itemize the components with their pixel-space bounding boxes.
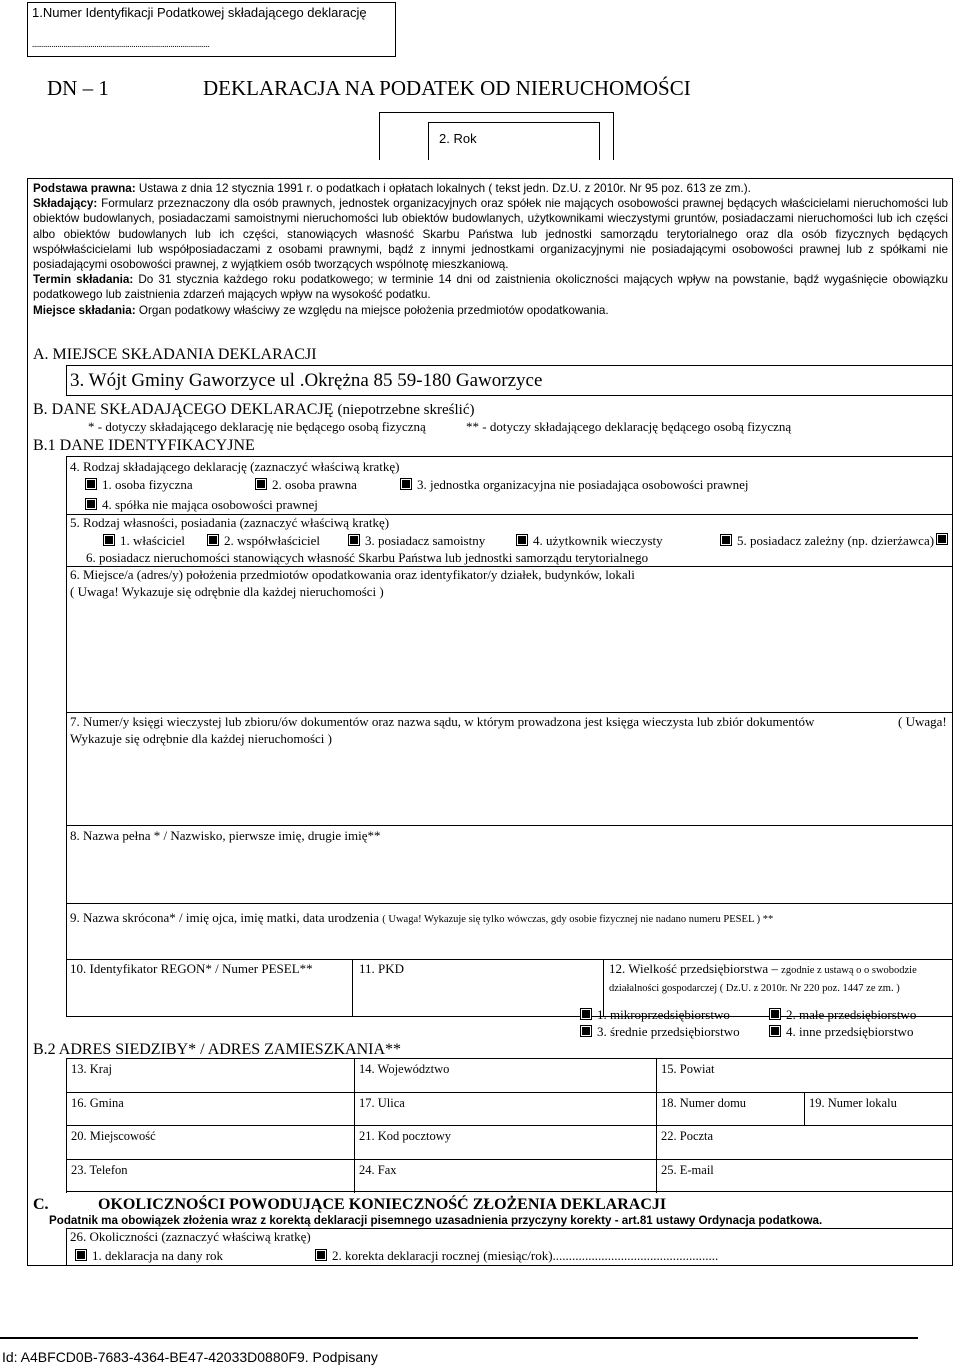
section-c-title-letter: C.	[33, 1196, 49, 1213]
field-6-label: 6. Miejsce/a (adres/y) położenia przedmiotów opodatkowania oraz identyfikator/y działek, budynków, lokali	[70, 567, 635, 582]
field-15-label: 15. Powiat	[661, 1062, 715, 1076]
field-4-option-3-label: 3. jednostka organizacyjna nie posiadająca osobowości prawnej	[417, 477, 749, 492]
section-b-title-text: B. DANE SKŁADAJĄCEGO DEKLARACJĘ	[33, 401, 334, 418]
field-9	[70, 910, 773, 926]
nip-dots: ...........................................................................................	[32, 39, 210, 49]
section-c-title: OKOLICZNOŚCI POWODUJĄCE KONIECZNOŚĆ ZŁOŻENIA DEKLARACJI	[98, 1196, 667, 1213]
field-17-label: 17. Ulica	[359, 1096, 405, 1110]
field-19-label: 19. Numer lokalu	[809, 1096, 897, 1110]
nip-box[interactable]	[27, 2, 396, 57]
field-24-cell[interactable]	[354, 1159, 656, 1193]
checkbox-icon[interactable]	[348, 534, 360, 546]
field-26-option-2[interactable]	[315, 1248, 718, 1264]
field-12-option-1[interactable]	[580, 1007, 730, 1023]
section-b-note2: ** - dotyczy składającego deklarację będącego osobą fizyczną	[466, 419, 792, 434]
field-26-label: 26. Okoliczności (zaznaczyć właściwą kratkę)	[70, 1229, 311, 1244]
field-16-label: 16. Gmina	[71, 1096, 124, 1110]
field-5-option-6-checkbox[interactable]	[936, 533, 953, 548]
field-14-label: 14. Województwo	[359, 1062, 450, 1076]
footer-rule	[0, 1337, 918, 1339]
field-24-label: 24. Fax	[359, 1163, 397, 1177]
field-12-option-3-label: 3. średnie przedsiębiorstwo	[597, 1024, 740, 1039]
field-18-cell[interactable]	[656, 1092, 804, 1125]
checkbox-icon[interactable]	[580, 1025, 592, 1037]
field-26-option-1-label: 1. deklaracja na dany rok	[92, 1248, 224, 1263]
form-code: DN – 1	[47, 76, 109, 100]
field-7-input[interactable]	[67, 750, 952, 824]
legal-place-text: Organ podatkowy właściwy ze względu na miejsce położenia przedmiotów opodatkowania.	[138, 303, 609, 317]
legal-filer	[33, 196, 948, 272]
checkbox-icon[interactable]	[315, 1249, 327, 1261]
field-13-cell[interactable]	[66, 1058, 354, 1092]
nip-label: 1.Numer Identyfikacji Podatkowej składającego deklarację	[32, 5, 367, 20]
field-6-note: ( Uwaga! Wykazuje się odrębnie dla każdej nieruchomości )	[70, 584, 384, 599]
field-4-label: 4. Rodzaj składającego deklarację (zaznaczyć właściwą kratkę)	[70, 459, 400, 474]
field-22-cell[interactable]	[656, 1125, 953, 1159]
field-26-option-2-label: 2. korekta deklaracji rocznej (miesiąc/rok)...................................................	[332, 1248, 719, 1263]
legal-deadline	[33, 272, 948, 302]
field-21-label: 21. Kod pocztowy	[359, 1129, 451, 1143]
field-8-input[interactable]	[67, 846, 952, 901]
year-field[interactable]	[428, 122, 600, 160]
form-title: DEKLARACJA NA PODATEK OD NIERUCHOMOŚCI	[203, 76, 691, 100]
b1-title: B.1 DANE IDENTYFIKACYJNE	[33, 437, 255, 454]
legal-basis-label: Podstawa prawna:	[33, 182, 136, 195]
checkbox-icon[interactable]	[85, 498, 97, 510]
field-5-label: 5. Rodzaj własności, posiadania (zaznaczyć właściwą kratkę)	[70, 515, 390, 530]
legal-deadline-label: Termin składania:	[33, 273, 134, 287]
field-12-label: 12. Wielkość przedsiębiorstwa –	[609, 961, 778, 976]
field-7-note-b: Wykazuje się odrębnie dla każdej nieruchomości )	[70, 731, 332, 746]
field-22-label: 22. Poczta	[661, 1129, 714, 1143]
field-4-option-1-label: 1. osoba fizyczna	[102, 477, 193, 492]
field-25-label: 25. E-mail	[661, 1163, 714, 1177]
field-20-cell[interactable]	[66, 1125, 354, 1159]
field-5-option-1-label: 1. właściciel	[120, 533, 185, 548]
field-23-label: 23. Telefon	[71, 1163, 128, 1177]
field-8-label: 8. Nazwa pełna * / Nazwisko, pierwsze imię, drugie imię**	[70, 828, 381, 843]
checkbox-icon[interactable]	[769, 1025, 781, 1037]
field-9-input[interactable]	[67, 928, 952, 958]
field-17-cell[interactable]	[354, 1092, 656, 1125]
legal-filer-text: Formularz przeznaczony dla osób prawnych, jednostek organizacyjnych oraz spółek nie mających osobowości prawnej będących właścicielami nieruchomości lub obiektów budowlanych, posiadaczami samoistnymi nieruchomości lub obiektów budowlanych, użytkownikami wieczystymi gruntów, posiadaczami nieruchomości lub ich części albo obiektów budowlanych lub ich części, stanowiących własność Skarbu Państwa lub jednostki samorządu terytorialnego oraz dla osób fizycznych będących współwłaścicielami lub współposiadaczami z osobami prawnymi, bądź z innymi jednostkami organizacyjnymi nie posiadającymi osobowości prawnej lub z spółkami nie posiadającymi osobowości prawnej, z wyjątkiem osób tworzących wspólnotę mieszkaniową.	[33, 197, 948, 272]
divider	[66, 903, 953, 904]
field-7-note-a: ( Uwaga!	[898, 714, 947, 729]
field-5-option-6-label: 6. posiadacz nieruchomości stanowiących własność Skarbu Państwa lub jednostki samorządu terytorialnego	[86, 550, 649, 565]
field-5-option-3-label: 3. posiadacz samoistny	[365, 533, 486, 548]
checkbox-icon[interactable]	[207, 534, 219, 546]
field-18-label: 18. Numer domu	[661, 1096, 747, 1110]
section-b-note1: * - dotyczy składającego deklarację nie będącego osobą fizyczną	[88, 419, 426, 434]
section-a-field[interactable]	[66, 365, 953, 396]
field-4-option-2-label: 2. osoba prawna	[272, 477, 357, 492]
section-b-title-note: (niepotrzebne skreślić)	[337, 402, 475, 418]
field-12-option-4-label: 4. inne przedsiębiorstwo	[786, 1024, 914, 1039]
field-7-label: 7. Numer/y księgi wieczystej lub zbioru/ów dokumentów oraz nazwa sądu, w którym prowadzona jest księga wieczysta lub zbiór dokumentów	[70, 714, 815, 729]
section-a-value: 3. Wójt Gminy Gaworzyce ul .Okrężna 85 59-180 Gaworzyce	[70, 370, 543, 391]
field-12-option-2-label: 2. małe przedsiębiorstwo	[786, 1007, 917, 1022]
field-5-option-1[interactable]	[103, 533, 185, 549]
section-b-title	[33, 401, 474, 419]
legal-filer-label: Składający:	[33, 197, 98, 211]
b2-title: B.2 ADRES SIEDZIBY* / ADRES ZAMIESZKANIA**	[33, 1041, 402, 1058]
checkbox-icon[interactable]	[103, 534, 115, 546]
field-5-option-5-label: 5. posiadacz zależny (np. dzierżawca)	[737, 533, 935, 548]
field-5-option-4[interactable]	[516, 533, 663, 549]
field-11-label: 11. PKD	[359, 961, 405, 976]
field-4-option-1[interactable]	[85, 477, 193, 493]
field-4-option-2[interactable]	[255, 477, 357, 493]
field-12-label-wrap	[609, 961, 944, 997]
field-13-label: 13. Kraj	[71, 1062, 112, 1076]
legal-deadline-text: Do 31 stycznia każdego roku podatkowego; w terminie 14 dni od zaistnienia okoliczności mających wpływ na powstanie, bądź wygaśnięcie obowiązku podatkowego lub zaistnienia zdarzeń mających wpływ na wysokość podatku.	[33, 273, 948, 302]
checkbox-icon[interactable]	[75, 1249, 87, 1261]
field-25-cell[interactable]	[656, 1159, 953, 1193]
divider	[66, 825, 953, 826]
footer-id: Id: A4BFCD0B-7683-4364-BE47-42033D0880F9. Podpisany	[2, 1349, 378, 1365]
checkbox-icon[interactable]	[936, 533, 948, 545]
checkbox-icon[interactable]	[255, 478, 267, 490]
field-4-option-3[interactable]	[400, 477, 749, 493]
field-5-option-4-label: 4. użytkownik wieczysty	[533, 533, 663, 548]
field-19-cell[interactable]	[804, 1092, 953, 1125]
field-10-label: 10. Identyfikator REGON* / Numer PESEL**	[70, 961, 313, 976]
field-12-option-2[interactable]	[769, 1007, 916, 1023]
checkbox-icon[interactable]	[720, 534, 732, 546]
legal-basis	[33, 181, 948, 196]
field-9-label: 9. Nazwa skrócona* / imię ojca, imię matki, data urodzenia	[70, 910, 379, 925]
field-16-cell[interactable]	[66, 1092, 354, 1125]
legal-block	[33, 181, 948, 318]
legal-place	[33, 303, 948, 318]
field-14-cell[interactable]	[354, 1058, 656, 1092]
field-12-note: zgodnie z ustawą o o swobodzie działalności gospodarczej ( Dz.U. z 2010r. Nr 220 poz. 1447 ze zm. )	[609, 965, 917, 994]
field-21-cell[interactable]	[354, 1125, 656, 1159]
legal-basis-text: Ustawa z dnia 12 stycznia 1991 r. o podatkach i opłatach lokalnych ( tekst jedn. Dz.U. z 2010r. Nr 95 poz. 613 ze zm.).	[138, 182, 751, 195]
year-label: 2. Rok	[439, 131, 477, 146]
checkbox-icon[interactable]	[400, 478, 412, 490]
divider	[66, 712, 953, 713]
field-4-option-4-label: 4. spółka nie mająca osobowości prawnej	[102, 497, 318, 512]
field-26-option-1[interactable]	[75, 1248, 223, 1264]
checkbox-icon[interactable]	[580, 1008, 592, 1020]
section-c-subtitle: Podatnik ma obowiązek złożenia wraz z korektą deklaracji pisemnego uzasadnienia przyczyny korekty - art.81 ustawy Ordynacja podatkowa.	[49, 1214, 823, 1227]
checkbox-icon[interactable]	[769, 1008, 781, 1020]
field-15-cell[interactable]	[656, 1058, 953, 1092]
field-5-option-2-label: 2. współwłaściciel	[224, 533, 321, 548]
field-4-option-4[interactable]	[85, 497, 318, 513]
section-a-title: A. MIEJSCE SKŁADANIA DEKLARACJI	[33, 346, 317, 363]
field-6-input[interactable]	[67, 602, 952, 710]
legal-place-label: Miejsce składania:	[33, 303, 136, 317]
field-12-option-4[interactable]	[769, 1024, 913, 1040]
checkbox-icon[interactable]	[516, 534, 528, 546]
field-20-label: 20. Miejscowość	[71, 1129, 156, 1143]
field-10-cell[interactable]	[66, 959, 352, 1017]
field-12-option-3[interactable]	[580, 1024, 740, 1040]
field-9-note: ( Uwaga! Wykazuje się tylko wówczas, gdy osobie fizycznej nie nadano numeru PESEL ) **	[382, 914, 774, 925]
field-5-option-3[interactable]	[348, 533, 485, 549]
field-5-option-5[interactable]	[720, 533, 934, 549]
field-12-option-1-label: 1. mikroprzedsiębiorstwo	[597, 1007, 730, 1022]
field-23-cell[interactable]	[66, 1159, 354, 1193]
checkbox-icon[interactable]	[85, 478, 97, 490]
field-11-cell[interactable]	[352, 959, 604, 1017]
field-5-option-2[interactable]	[207, 533, 320, 549]
